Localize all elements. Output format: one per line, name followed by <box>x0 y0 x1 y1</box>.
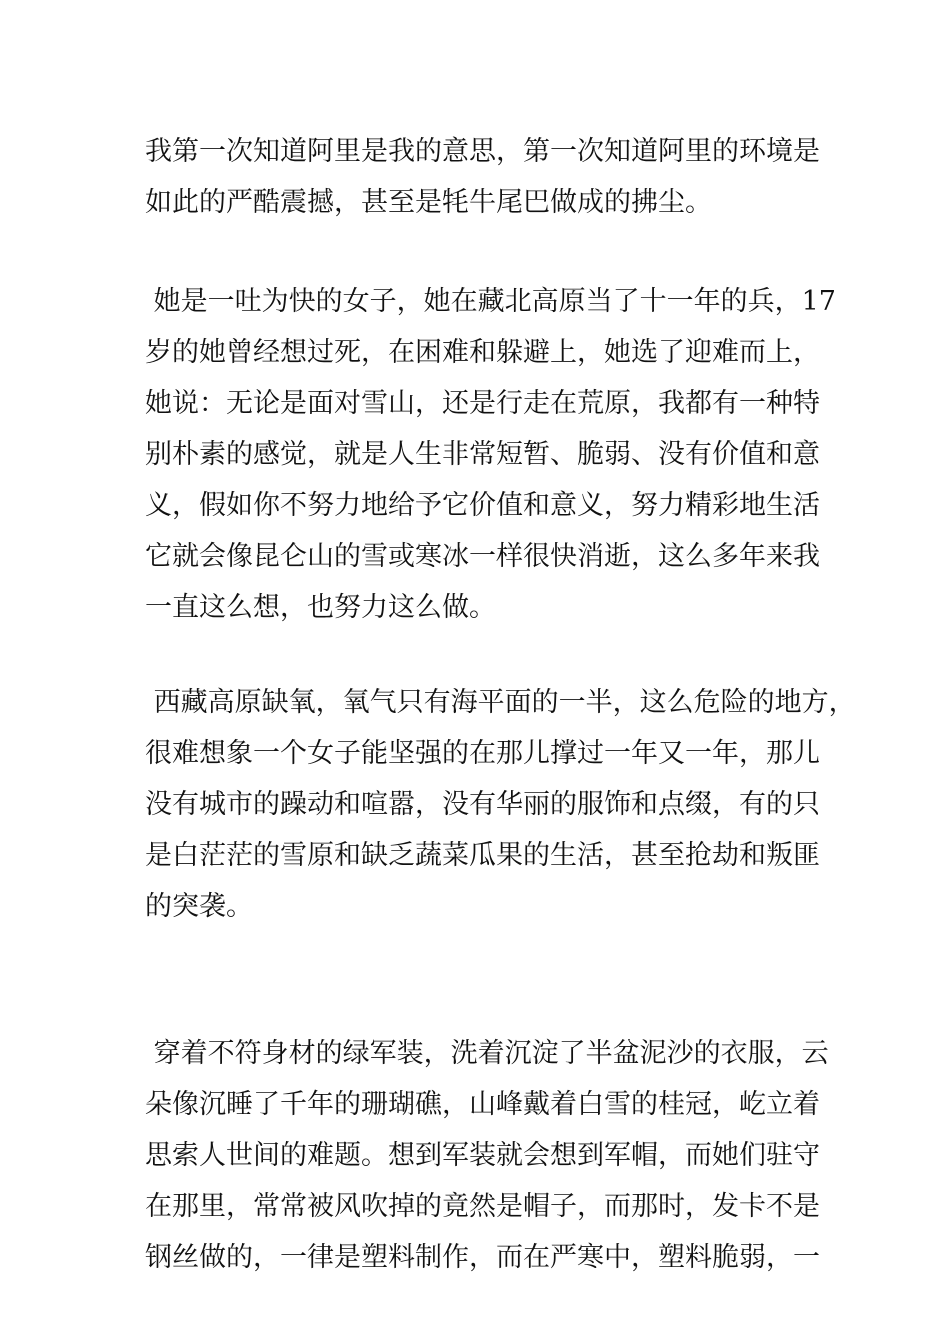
text-line: 西藏高原缺氧，氧气只有海平面的一半，这么危险的地方， <box>145 687 856 718</box>
text-line: 一直这么想，也努力这么做。 <box>145 592 496 623</box>
text-line: 她说：无论是面对雪山，还是行走在荒原，我都有一种特 <box>145 388 820 419</box>
text-line: 朵像沉睡了千年的珊瑚礁，山峰戴着白雪的桂冠，屹立着 <box>145 1089 820 1120</box>
text-line: 思索人世间的难题。想到军装就会想到军帽，而她们驻守 <box>145 1140 820 1171</box>
paragraph-1 <box>145 126 835 228</box>
paragraph-3 <box>145 677 856 932</box>
text-line: 她是一吐为快的女子，她在藏北高原当了十一年的兵，17 <box>145 286 836 317</box>
text-line: 穿着不符身材的绿军装，洗着沉淀了半盆泥沙的衣服，云 <box>145 1038 829 1069</box>
paragraph-4 <box>145 1028 835 1283</box>
text-line: 义，假如你不努力地给予它价值和意义，努力精彩地生活 <box>145 490 820 521</box>
text-line: 的突袭。 <box>145 891 253 922</box>
text-line: 我第一次知道阿里是我的意思，第一次知道阿里的环境是 <box>145 136 820 167</box>
text-line: 钢丝做的，一律是塑料制作，而在严寒中，塑料脆弱，一 <box>145 1242 820 1273</box>
text-line: 岁的她曾经想过死，在困难和躲避上，她选了迎难而上， <box>145 337 820 368</box>
text-line: 如此的严酷震撼，甚至是牦牛尾巴做成的拂尘。 <box>145 187 712 218</box>
text-line: 在那里，常常被风吹掉的竟然是帽子，而那时，发卡不是 <box>145 1191 820 1222</box>
paragraph-2 <box>145 276 835 633</box>
text-line: 很难想象一个女子能坚强的在那儿撑过一年又一年，那儿 <box>145 738 820 769</box>
text-line: 别朴素的感觉，就是人生非常短暂、脆弱、没有价值和意 <box>145 439 820 470</box>
text-line: 它就会像昆仑山的雪或寒冰一样很快消逝，这么多年来我 <box>145 541 820 572</box>
text-line: 没有城市的躁动和喧嚣，没有华丽的服饰和点缀，有的只 <box>145 789 820 820</box>
text-line: 是白茫茫的雪原和缺乏蔬菜瓜果的生活，甚至抢劫和叛匪 <box>145 840 820 871</box>
